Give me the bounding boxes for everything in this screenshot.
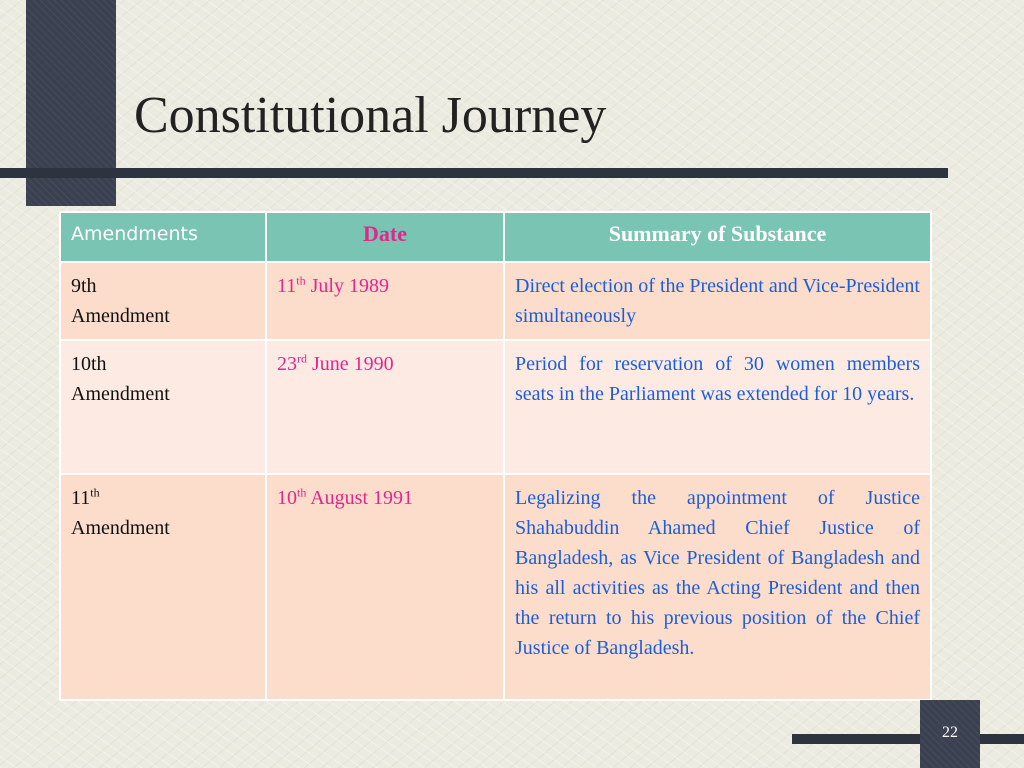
decorative-bar-top [0,168,948,178]
header-date: Date [266,212,504,262]
date-suffix: th [297,485,307,500]
amendment-number: 9th [71,275,97,297]
header-summary: Summary of Substance [504,212,931,262]
date-month-year: June 1990 [307,353,394,375]
date-suffix: th [296,273,306,288]
amendment-number: 10th [71,353,107,375]
summary-cell: Legalizing the appointment of Justice Shahabuddin Ahamed Chief Justice of Bangladesh, as Vice President of Bangladesh and his all activities as the Acting President and then the return to his previous position of the Chief Justice of Bangladesh. [504,474,931,700]
table-row [60,474,931,700]
amendment-word: Amendment [71,383,170,405]
amendment-word: Amendment [71,517,170,539]
amendment-cell [60,340,266,474]
table-header-row [60,212,931,262]
summary-cell: Direct election of the President and Vice-President simultaneously [504,262,931,340]
table-row [60,340,931,474]
amendment-number: 11 [71,487,91,509]
date-cell [266,262,504,340]
date-cell [266,474,504,700]
amendment-cell [60,262,266,340]
amendment-cell [60,474,266,700]
slide-title: Constitutional Journey [134,87,607,144]
amendment-suffix: th [90,485,100,500]
summary-cell: Period for reservation of 30 women members seats in the Parliament was extended for 10 years. [504,340,931,474]
date-suffix: rd [297,351,307,366]
date-month-year: August 1991 [306,487,414,509]
date-month-year: July 1989 [305,275,389,297]
date-cell [266,340,504,474]
decorative-bar-bottom [792,734,1024,744]
table-row [60,262,931,340]
date-day: 10 [277,487,297,509]
header-amendments: Amendments [60,212,266,262]
amendment-word: Amendment [71,305,170,327]
date-day: 11 [277,275,297,297]
page-number: 22 [942,724,958,741]
date-day: 23 [277,353,297,375]
amendments-table [59,211,932,701]
